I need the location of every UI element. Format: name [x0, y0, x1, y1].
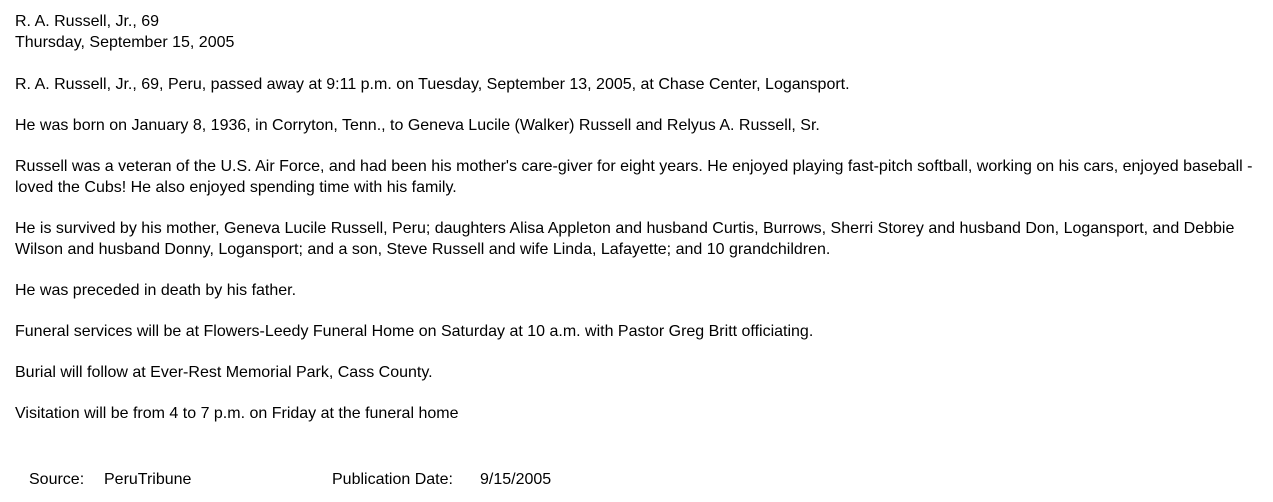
- publication-date-value: 9/15/2005: [480, 471, 552, 488]
- paragraph-visitation: Visitation will be from 4 to 7 p.m. on Friday at the funeral home: [15, 405, 459, 422]
- paragraph-birth: He was born on January 8, 1936, in Corryton, Tenn., to Geneva Lucile (Walker) Russell and Relyus A. Russell, Sr.: [15, 117, 820, 134]
- paragraph-preceded: He was preceded in death by his father.: [15, 282, 297, 299]
- publication-date-label: Publication Date:: [332, 471, 453, 488]
- source-label: Source:: [29, 471, 85, 488]
- paragraph-death-notice: R. A. Russell, Jr., 69, Peru, passed away at 9:11 p.m. on Tuesday, September 13, 2005, at Chase Center, Logansport.: [15, 76, 850, 93]
- obituary-date: Thursday, September 15, 2005: [15, 34, 235, 51]
- obituary-title: R. A. Russell, Jr., 69: [15, 13, 160, 30]
- paragraph-funeral-services: Funeral services will be at Flowers-Leedy Funeral Home on Saturday at 10 a.m. with Pastor Greg Britt officiating.: [15, 323, 814, 340]
- paragraph-survivors: He is survived by his mother, Geneva Lucile Russell, Peru; daughters Alisa Appleton and husband Curtis, Burrows, Sherri Storey and husband Don, Logansport, and Debbie Wilson and husband Donny, Logansport; and a son, Steve Russell and wife Linda, Lafayette; and 10 grandchildren.: [15, 220, 1235, 258]
- obituary-document: [15, 11, 1265, 424]
- paragraph-biography: Russell was a veteran of the U.S. Air Force, and had been his mother's care-giver for eight years. He enjoyed playing fast-pitch softball, working on his cars, enjoyed baseball - loved the Cubs! He also enjoyed spending time with his family.: [15, 158, 1253, 196]
- source-value: PeruTribune: [104, 471, 192, 488]
- paragraph-burial: Burial will follow at Ever-Rest Memorial Park, Cass County.: [15, 364, 433, 381]
